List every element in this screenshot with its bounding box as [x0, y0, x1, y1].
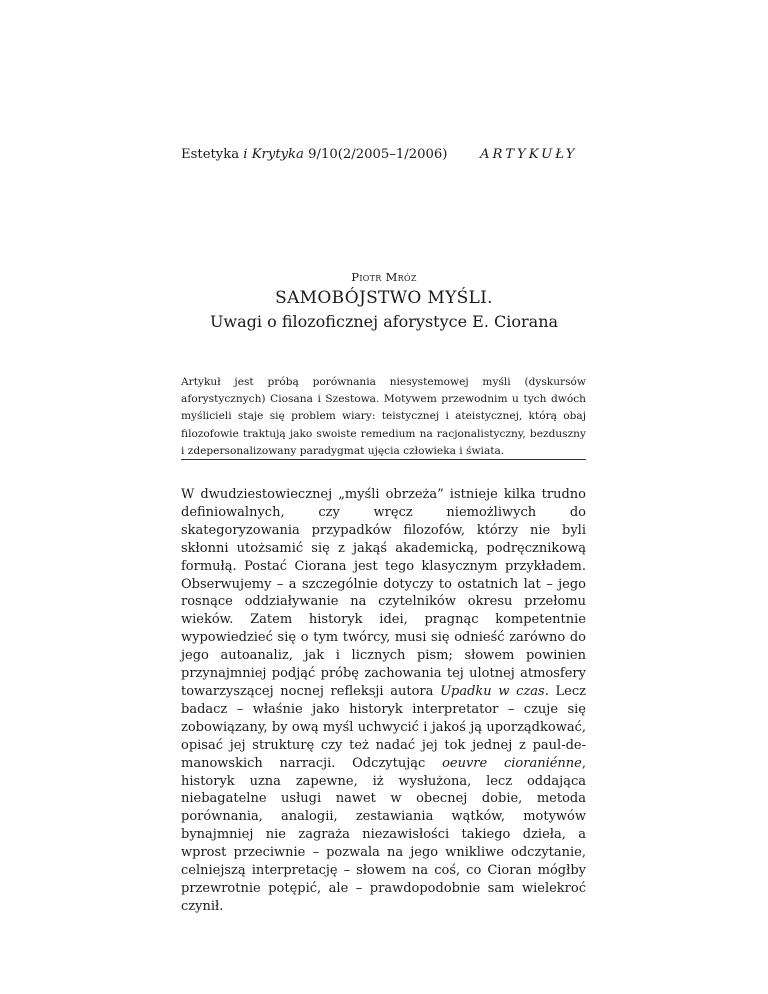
body-text-part: . Lecz badacz – właśnie jako historyk interpretator – czuje się zobowiązany, by ową myśl uchwycić i jakoś ją uporządkować, opisać jej strukturę czy też nadać jej tok jednej z paul-de-manowskich narracji. Odczytując [181, 683, 587, 771]
running-header-journal [181, 146, 447, 164]
body-text-part: W dwudziestowiecznej „myśli obrzeża” istnieje kilka trudno definiowalnych, czy wręcz niemożliwych do skategoryzowania przypadków filozofów, którzy nie byli skłonni utożsamić się z jakąś akademicką, podręcznikową formułą. Postać Ciorana jest tego klasycznym przykładem. Obserwujemy – a szczególnie dotyczy to ostatnich lat – jego rosnące oddziaływanie na czytelników okresu przełomu wieków. Zatem historyk idei, pragnąc kompetentnie wypowiedzieć się o tym twórcy, musi się odnieść zarówno do jego autoanaliz, jak i licznych pism; słowem powinien przynajmniej podjąć próbę zachowania tej ulotnej atmosfery towarzyszącej nocnej refleksji autora [181, 487, 586, 699]
article-abstract: Artykuł jest próbą porównania niesystemowej myśli (dyskursów aforystycznych) Ciosana i Szestowa. Motywem przewodnim u tych dwóch myślicieli staje się problem wiary: teistycznej i ateistycznej, którą obaj filozofowie traktują jako swoiste remedium na racjonalistyczny, bezduszny i zdepersonalizowany paradygmat ujęcia człowieka i świata. [181, 376, 586, 457]
body-italic-title: Upadku w czas [440, 683, 545, 699]
article-title-block [120, 286, 648, 333]
article-body-paragraph [181, 486, 586, 916]
article-title: SAMOBÓJSTWO MYŚLI. [275, 288, 493, 308]
article-subtitle: Uwagi o filozoficznej aforystyce E. Ciorana [209, 312, 559, 331]
journal-name: Estetyka [181, 147, 244, 162]
body-text-part: , historyk uzna zapewne, iż wysłużona, lecz oddająca niebagatelne usługi nawet w obecnej dobie, metoda porównania, analogii, zestawiania wątków, motywów bynajmniej nie zagraża niezawisłości takiego dzieła, a wprost przeciwnie – pozwala na jego wnikliwe odczytanie, celniejszą interpretację – słowem na coś, co Cioran mógłby przewrotnie potępić, ale – prawdopodobnie sam wielekroć czynił. [181, 755, 586, 914]
section-divider [181, 459, 586, 460]
journal-issue: 9/10(2/2005–1/2006) [303, 147, 448, 162]
article-author: Piotr Mróz [351, 270, 417, 284]
running-header-section: ARTYKUŁY [480, 147, 578, 162]
journal-name-italic: i Krytyka [243, 147, 304, 162]
body-italic-term: oeuvre cioraniénne [442, 755, 582, 771]
